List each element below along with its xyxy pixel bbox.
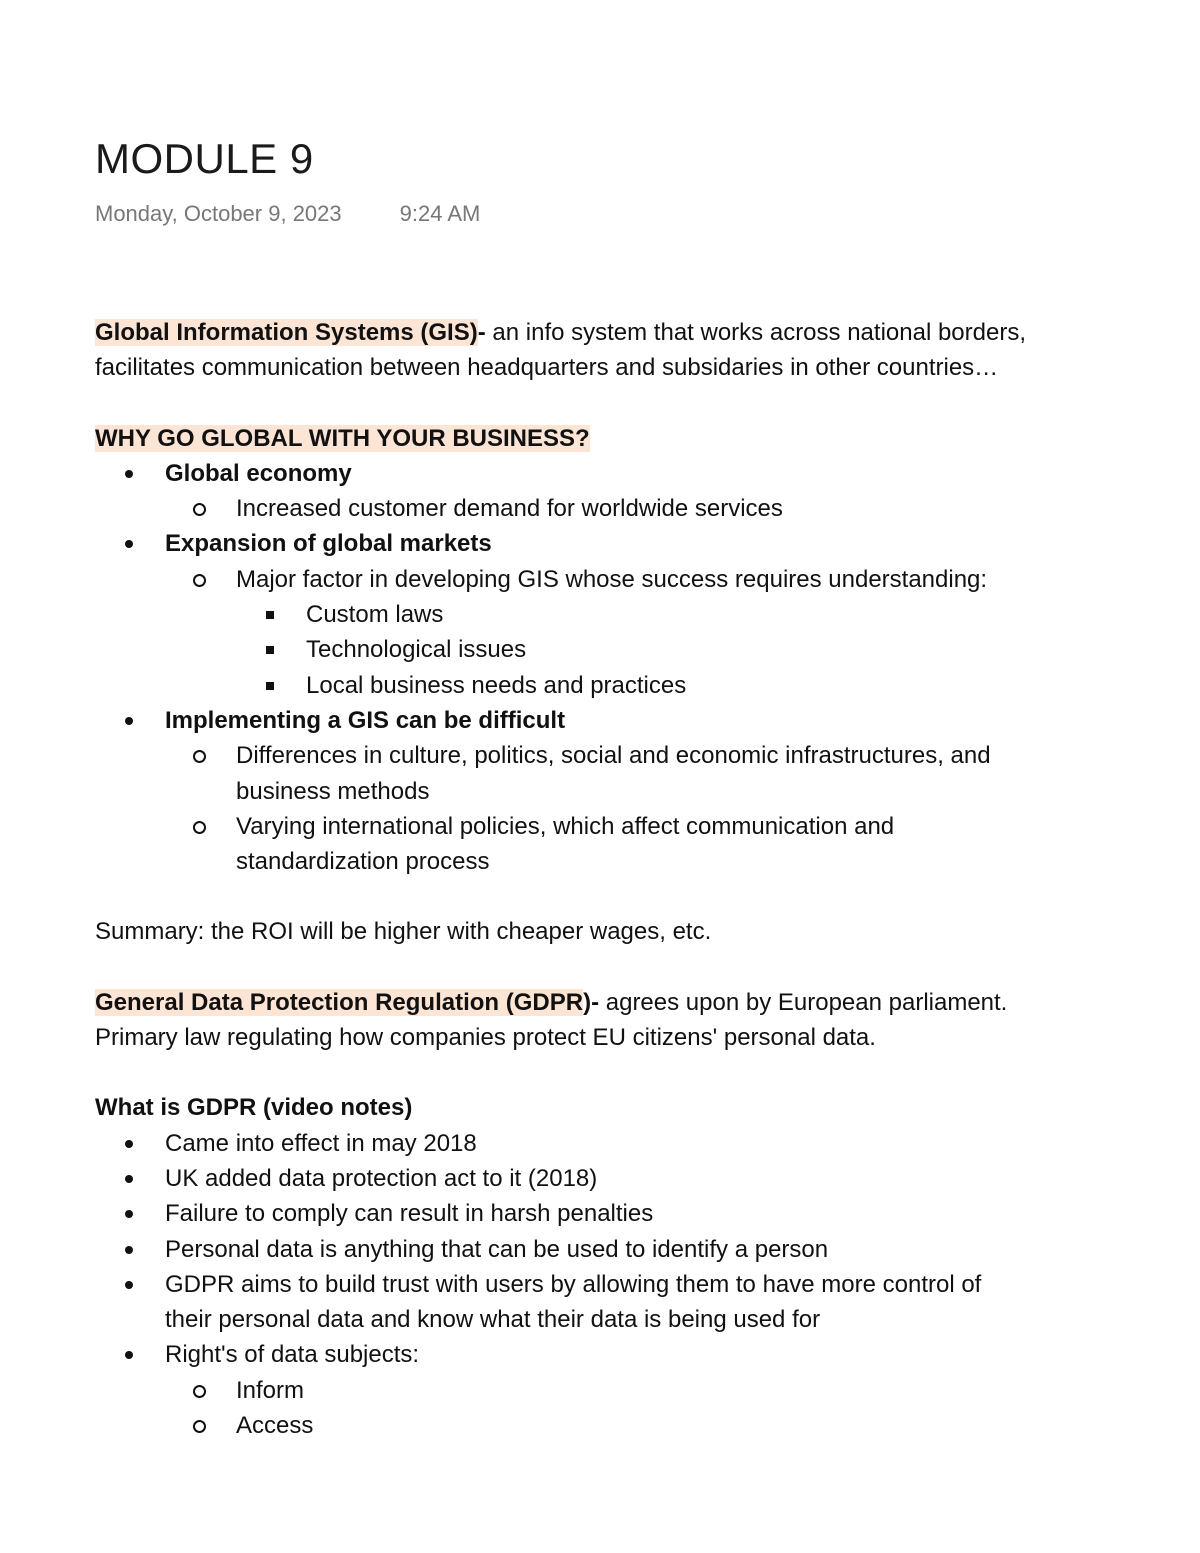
gis-term: Global Information Systems (GIS) xyxy=(95,319,478,346)
list-item: Came into effect in may 2018 xyxy=(95,1126,1105,1161)
bullet-circle-icon xyxy=(193,503,206,516)
video-notes-list xyxy=(95,1126,1105,1444)
list-item-continuation: business methods xyxy=(236,777,430,805)
list-item: Local business needs and practices xyxy=(95,668,1105,703)
bullet-dot-icon xyxy=(125,1175,133,1183)
gis-def-line1: an info system that works across national borders, xyxy=(485,319,1026,346)
gdpr-dash: - xyxy=(591,988,600,1016)
note-time: 9:24 AM xyxy=(399,201,481,226)
list-item: Right's of data subjects: xyxy=(95,1337,1105,1372)
bullet-square-icon xyxy=(266,682,274,690)
gdpr-def-line2: Primary law regulating how companies protect EU citizens' personal data. xyxy=(95,1024,876,1052)
list-item: Differences in culture, politics, social and economic infrastructures, and xyxy=(95,738,1105,773)
bullet-circle-icon xyxy=(193,1385,206,1398)
summary-text: Summary: the ROI will be higher with cheaper wages, etc. xyxy=(95,918,712,946)
list-item: Global economy xyxy=(95,456,1105,491)
gdpr-definition xyxy=(95,985,1105,1020)
list-item-continuation: standardization process xyxy=(236,848,490,876)
bullet-dot-icon xyxy=(125,1281,133,1289)
note-page xyxy=(95,130,1105,1443)
why-list xyxy=(95,456,1105,880)
gdpr-close: ) xyxy=(583,988,592,1016)
list-item: GDPR aims to build trust with users by allowing them to have more control of xyxy=(95,1267,1105,1302)
note-timestamp xyxy=(95,199,1105,229)
bullet-dot-icon xyxy=(125,470,133,478)
bullet-dot-icon xyxy=(125,717,133,725)
page-title: MODULE 9 xyxy=(95,135,314,182)
gis-def-line2: facilitates communication between headquarters and subsidaries in other countries… xyxy=(95,354,999,382)
list-item: UK added data protection act to it (2018) xyxy=(95,1161,1105,1196)
list-item: Implementing a GIS can be difficult xyxy=(95,703,1105,738)
list-item: Technological issues xyxy=(95,632,1105,667)
list-item: Increased customer demand for worldwide services xyxy=(95,491,1105,526)
list-item: Access xyxy=(95,1408,1105,1443)
list-item: Expansion of global markets xyxy=(95,526,1105,561)
list-item: Failure to comply can result in harsh penalties xyxy=(95,1196,1105,1231)
list-item-continuation: their personal data and know what their data is being used for xyxy=(165,1306,821,1334)
bullet-circle-icon xyxy=(193,750,206,763)
gdpr-term: General Data Protection Regulation (GDPR xyxy=(95,988,584,1016)
why-heading: WHY GO GLOBAL WITH YOUR BUSINESS? xyxy=(95,424,590,452)
list-item: Varying international policies, which affect communication and xyxy=(95,809,1105,844)
bullet-dot-icon xyxy=(125,1351,133,1359)
gdpr-def-line1: agrees upon by European parliament. xyxy=(599,988,1008,1016)
gis-dash: - xyxy=(477,319,486,346)
bullet-dot-icon xyxy=(125,1210,133,1218)
note-date: Monday, October 9, 2023 xyxy=(95,201,342,226)
bullet-circle-icon xyxy=(193,1420,206,1433)
gis-definition xyxy=(95,315,1105,350)
list-item: Inform xyxy=(95,1373,1105,1408)
video-notes-heading: What is GDPR (video notes) xyxy=(95,1094,413,1122)
bullet-dot-icon xyxy=(125,1246,133,1254)
bullet-square-icon xyxy=(266,646,274,654)
bullet-circle-icon xyxy=(193,821,206,834)
list-item: Personal data is anything that can be used to identify a person xyxy=(95,1232,1105,1267)
bullet-square-icon xyxy=(266,611,274,619)
bullet-dot-icon xyxy=(125,1140,133,1148)
bullet-circle-icon xyxy=(193,574,206,587)
list-item: Major factor in developing GIS whose success requires understanding: xyxy=(95,562,1105,597)
bullet-dot-icon xyxy=(125,540,133,548)
list-item: Custom laws xyxy=(95,597,1105,632)
